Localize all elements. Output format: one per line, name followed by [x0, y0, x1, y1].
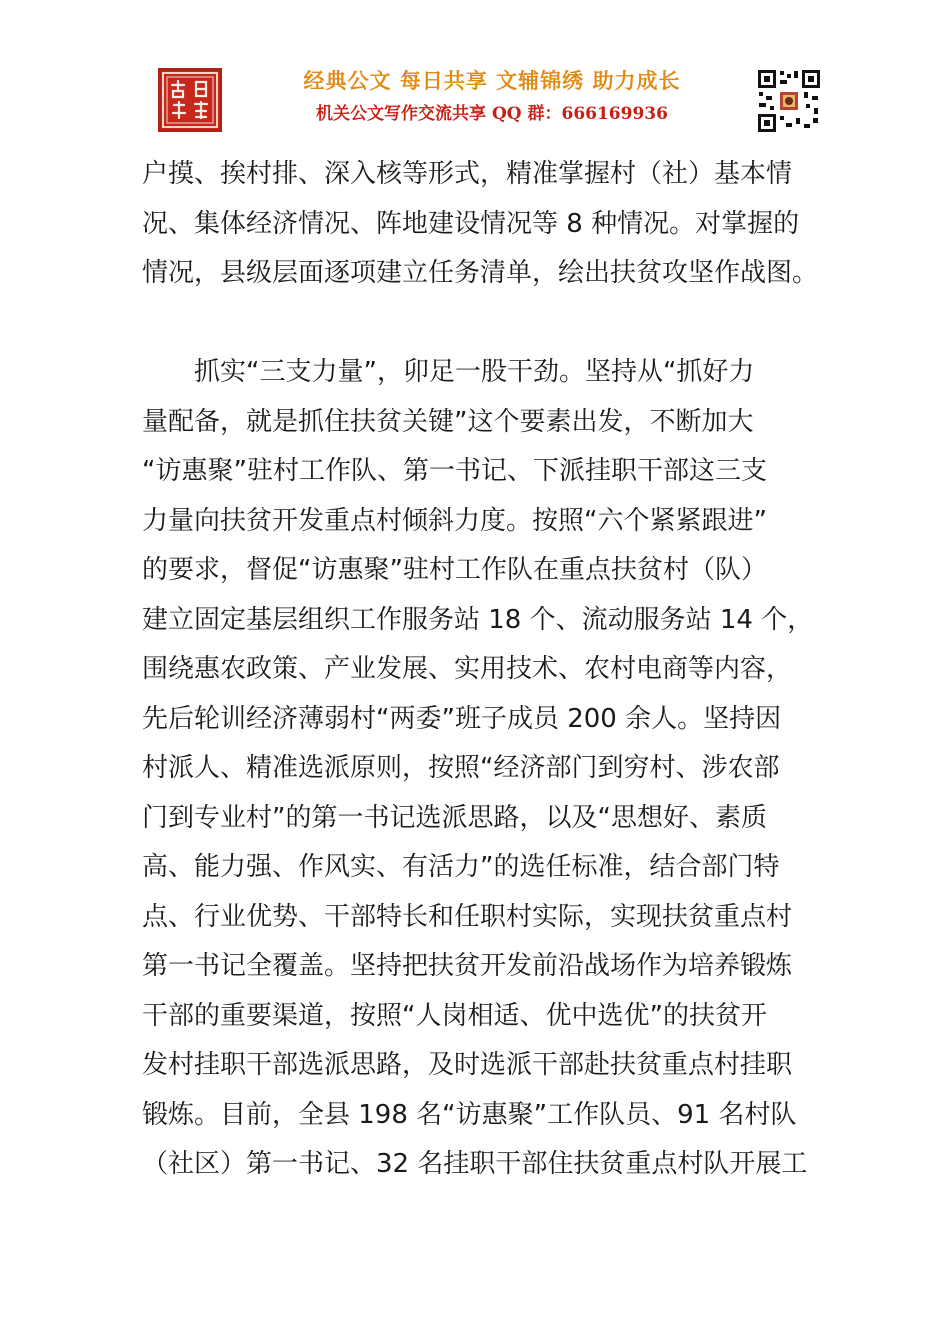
text-line: （社区）第一书记、32 名挂职干部住扶贫重点村队开展工	[142, 1149, 808, 1179]
text-line: “访惠聚”驻村工作队、第一书记、下派挂职干部这三支	[142, 456, 767, 486]
text-line: 况、集体经济情况、阵地建设情况等 8 种情况。对掌握的	[142, 208, 800, 239]
qr-code-icon	[756, 68, 822, 134]
text-line: 锻炼。目前，全县 198 名“访惠聚”工作队员、91 名村队	[142, 1099, 797, 1130]
header-text	[242, 66, 742, 128]
text-line: 围绕惠农政策、产业发展、实用技术、农村电商等内容，	[142, 654, 793, 684]
seal-logo-icon	[158, 68, 222, 132]
text-line: 村派人、精准选派原则，按照“经济部门到穷村、涉农部	[142, 753, 780, 783]
document-header	[158, 66, 822, 138]
text-line: 量配备，就是抓住扶贫关键”这个要素出发，不断加大	[142, 406, 754, 437]
text-line: 抓实“三支力量”，卯足一股干劲。坚持从“抓好力	[142, 357, 755, 387]
text-line: 发村挂职干部选派思路，及时选派干部赴扶贫重点村挂职	[142, 1050, 793, 1080]
text-line: 干部的重要渠道，按照“人岗相适、优中选优”的扶贫开	[142, 1000, 767, 1031]
document-body	[142, 150, 819, 1190]
text-line: 建立固定基层组织工作服务站 18 个、流动服务站 14 个，	[142, 604, 814, 635]
paragraph-2	[142, 348, 812, 1190]
paragraph-1	[142, 150, 819, 299]
text-line: 第一书记全覆盖。坚持把扶贫开发前沿战场作为培养锻炼	[142, 951, 793, 981]
text-line: 高、能力强、作风实、有活力”的选任标准，结合部门特	[142, 852, 780, 882]
text-line: 力量向扶贫开发重点村倾斜力度。按照“六个紧紧跟进”	[142, 505, 767, 536]
text-line: 先后轮训经济薄弱村“两委”班子成员 200 余人。坚持因	[142, 703, 782, 734]
qq-group-line: 机关公文写作交流共享 QQ 群：666169936	[316, 104, 668, 124]
text-line: 户摸、挨村排、深入核等形式，精准掌握村（社）基本情	[142, 159, 793, 189]
text-line: 情况，县级层面逐项建立任务清单，绘出扶贫攻坚作战图。	[142, 258, 819, 288]
text-line: 点、行业优势、干部特长和任职村实际，实现扶贫重点村	[142, 901, 793, 932]
header-slogan: 经典公文 每日共享 文辅锦绣 助力成长	[303, 68, 681, 93]
paragraph-gap	[142, 299, 812, 349]
text-line: 门到专业村”的第一书记选派思路，以及“思想好、素质	[142, 802, 767, 833]
text-line: 的要求，督促“访惠聚”驻村工作队在重点扶贫村（队）	[142, 555, 767, 585]
